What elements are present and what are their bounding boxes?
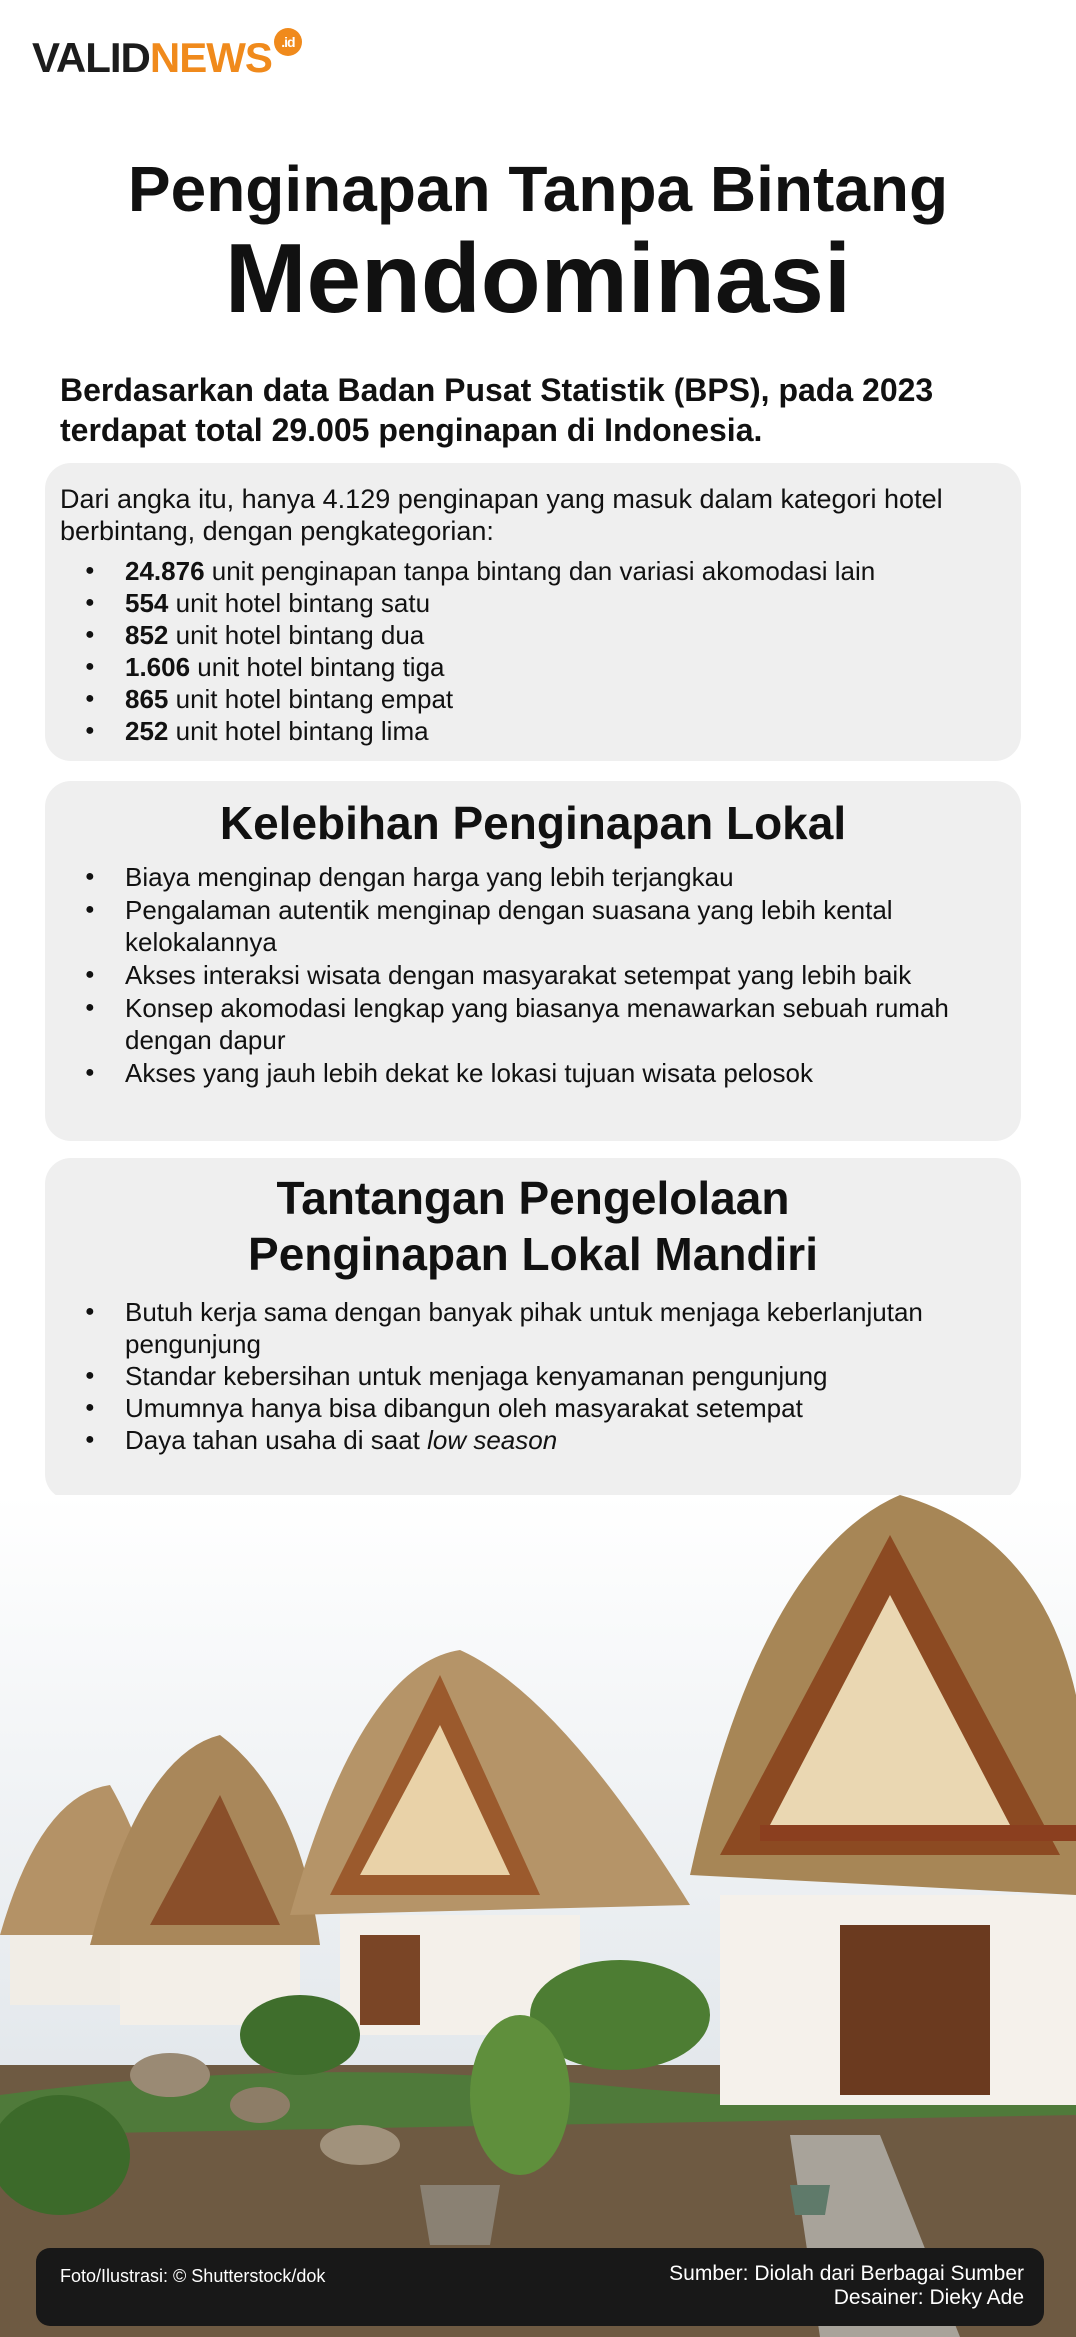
list-item: ● Akses interaksi wisata dengan masyarakat setempat yang lebih baik — [125, 959, 981, 991]
challenges-heading-line1: Tantangan Pengelolaan — [276, 1172, 790, 1224]
category-label: unit hotel bintang dua — [168, 620, 425, 650]
list-item — [125, 555, 1006, 587]
challenges-card — [45, 1158, 1021, 1500]
challenges-heading-line2: Penginapan Lokal Mandiri — [248, 1228, 818, 1280]
photo-credit: Foto/Ilustrasi: © Shutterstock/dok — [60, 2266, 326, 2286]
category-label: unit hotel bintang lima — [168, 716, 429, 746]
challenges-heading — [45, 1170, 1021, 1282]
brand-logo — [32, 34, 295, 82]
categories-card — [45, 463, 1021, 761]
source-text: Sumber: Diolah dari Berbagai Sumber — [669, 2262, 1024, 2285]
list-item — [125, 587, 1006, 619]
footer-bar — [36, 2248, 1044, 2326]
category-count: 1.606 — [125, 652, 191, 682]
category-label: unit hotel bintang tiga — [190, 652, 445, 682]
last-item-prefix: Daya tahan usaha di saat — [125, 1425, 428, 1455]
category-label: unit hotel bintang satu — [168, 588, 431, 618]
lodging-photo — [0, 1495, 1076, 2337]
list-item — [125, 715, 1006, 747]
list-item: ● Butuh kerja sama dengan banyak pihak untuk menjaga keberlanjutan pengunjung — [125, 1296, 981, 1360]
category-count: 852 — [125, 620, 169, 650]
advantages-heading: Kelebihan Penginapan Lokal — [219, 797, 847, 849]
category-count: 252 — [125, 716, 169, 746]
advantages-card — [45, 781, 1021, 1141]
category-count: 24.876 — [125, 556, 205, 586]
list-item — [125, 651, 1006, 683]
last-item-italic: low season — [427, 1425, 558, 1455]
category-label: unit hotel bintang empat — [168, 684, 454, 714]
list-item: ● Konsep akomodasi lengkap yang biasanya menawarkan sebuah rumah dengan dapur — [125, 992, 981, 1056]
brand-logo-part2: NEWS — [149, 34, 272, 81]
list-item: ● Biaya menginap dengan harga yang lebih terjangkau — [125, 861, 981, 893]
category-count: 865 — [125, 684, 169, 714]
brand-logo-tld: .id — [274, 28, 302, 56]
designer-text: Desainer: Dieky Ade — [833, 2286, 1024, 2309]
category-count: 554 — [125, 588, 169, 618]
list-item: ● Pengalaman autentik menginap dengan suasana yang lebih kental kelokalannya — [125, 894, 981, 958]
category-label: unit penginapan tanpa bintang dan variasi akomodasi lain — [204, 556, 876, 586]
thatched-huts-illustration — [0, 1495, 1076, 2337]
brand-logo-part1: VALID — [32, 34, 150, 81]
list-item — [125, 1424, 981, 1456]
lead-paragraph: Berdasarkan data Badan Pusat Statistik (BPS), pada 2023 terdapat total 29.005 penginapan di Indonesia. — [60, 372, 934, 448]
page-title-line2: Mendominasi — [224, 223, 852, 333]
page-title-line1: Penginapan Tanpa Bintang — [127, 153, 949, 225]
list-item: ● Standar kebersihan untuk menjaga kenyamanan pengunjung — [125, 1360, 981, 1392]
source-info — [669, 2262, 1024, 2310]
categories-intro: Dari angka itu, hanya 4.129 penginapan yang masuk dalam kategori hotel berbintang, dengan pengkategorian: — [60, 484, 943, 546]
list-item — [125, 619, 1006, 651]
challenges-list — [45, 1296, 1021, 1456]
advantages-list — [45, 861, 1021, 1089]
list-item: ● Umumnya hanya bisa dibangun oleh masyarakat setempat — [125, 1392, 981, 1424]
list-item — [125, 683, 1006, 715]
categories-list — [60, 555, 1006, 747]
list-item: ● Akses yang jauh lebih dekat ke lokasi tujuan wisata pelosok — [125, 1057, 981, 1089]
